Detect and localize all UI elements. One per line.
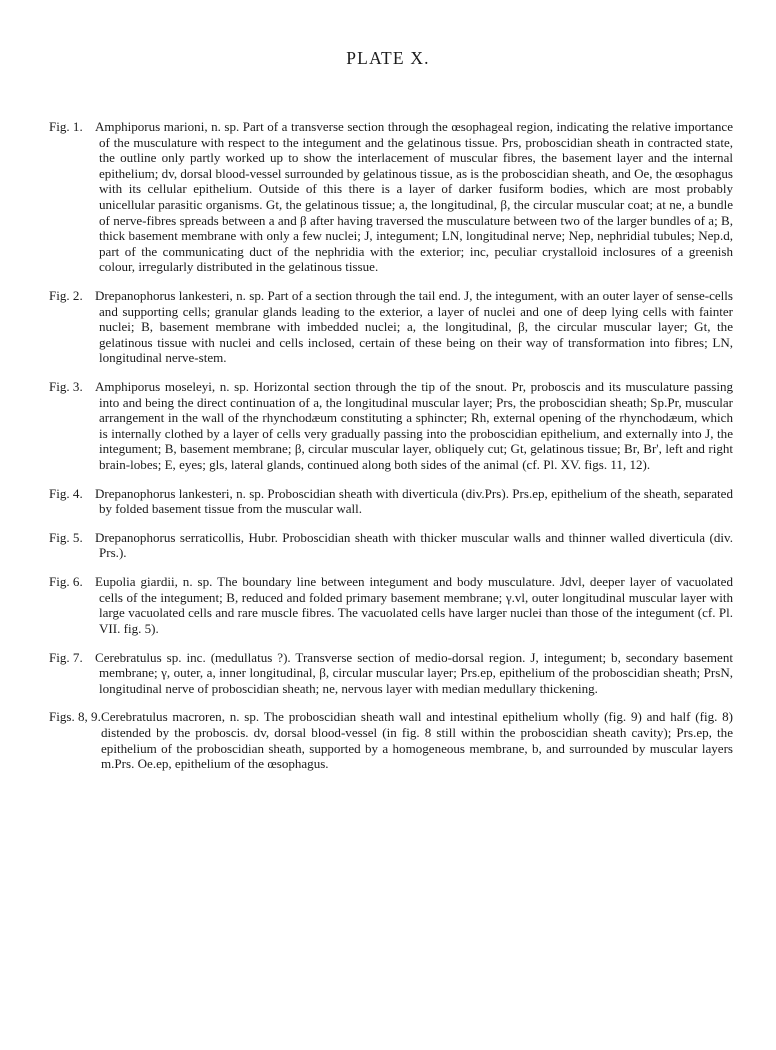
figure-text: Drepanophorus serraticollis, Hubr. Proboscidian sheath with thicker muscular walls and thinner walled diverticula (div. Prs.). — [95, 529, 733, 561]
figure-caption-1 — [49, 119, 733, 275]
page-title: PLATE X. — [346, 48, 430, 68]
figure-text: Cerebratulus sp. inc. (medullatus ?). Transverse section of medio-dorsal region. J, integument; b, secondary basement membrane; γ, outer, a, inner longitudinal, β, circular muscular layer; Prs.ep, epithelium of the proboscidian sheath; PrsN, longitudinal nerve of proboscidian sheath; ne, nervous layer with median medullary thickening. — [95, 649, 733, 696]
figure-caption-4 — [49, 486, 733, 517]
figure-label: Fig. 6. — [49, 574, 83, 590]
figure-caption-5 — [49, 530, 733, 561]
figure-text: Eupolia giardii, n. sp. The boundary line between integument and body musculature. Jdvl, deeper layer of vacuolated cells of the integument; B, reduced and folded primary basement membrane; γ.vl, outer longitudinal muscular layer with large vacuolated cells and rare muscle fibres. The vacuolated cells have larger nuclei than those of the integument (cf. Pl. VII. fig. 5). — [95, 574, 733, 636]
figure-caption-8-9 — [49, 709, 733, 771]
figure-label: Figs. 8, 9. — [49, 709, 101, 725]
figure-text: Cerebratulus macroren, n. sp. The proboscidian sheath wall and intestinal epithelium wholly (fig. 9) and half (fig. 8) distended by the proboscis. dv, dorsal blood-vessel (in fig. 8 still within the proboscidian sheath cavity); Prs.ep, the epithelium of the proboscidian sheath, supported by a homogeneous membrane, b, and surrounded by muscular layers m.Prs. Oe.ep, epithelium of the œsophagus. — [101, 709, 733, 772]
figure-caption-6 — [49, 574, 733, 636]
figure-text: Drepanophorus lankesteri, n. sp. Proboscidian sheath with diverticula (div.Prs). Prs.ep, epithelium of the sheath, separated by folded basement tissue from the muscular wall. — [95, 485, 733, 517]
figure-captions — [49, 106, 733, 785]
figure-label: Fig. 1. — [49, 119, 83, 135]
figure-caption-2 — [49, 288, 733, 366]
figure-text: Drepanophorus lankesteri, n. sp. Part of a section through the tail end. J, the integument, with an outer layer of sense-cells and supporting cells; granular glands leading to the exterior, a layer of nuclei and one of deep lying cells with fainter nuclei; B, basement membrane with imbedded nuclei; a, the longitudinal, β, the circular muscular layer; Gt, the gelatinous tissue with nuclei and cells inclosed, certain of these being on their way of transformation into fibres; LN, longitudinal nerve-stem. — [95, 288, 733, 366]
figure-label: Fig. 7. — [49, 649, 83, 665]
figure-text: Amphiporus moseleyi, n. sp. Horizontal section through the tip of the snout. Pr, proboscis and its musculature passing into and being the direct continuation of a, the longitudinal muscular layer; Prs, the proboscidian sheath; Sp.Pr, muscular arrangement in the wall of the rhynchodæum constituting a sphincter; Rh, external opening of the rhynchodæum, which is internally clothed by a layer of cells very gradually passing into the proboscidian epithelium, and externally into J, the integument; B, basement membrane; β, circular muscular layer, obliquely cut; Gt, gelatinous tissue; Br, Br', left and right brain-lobes; E, eyes; gls, lateral glands, continued along both sides of the animal (cf. Pl. XV. figs. 11, 12). — [95, 379, 733, 473]
figure-caption-7 — [49, 650, 733, 697]
figure-label: Fig. 5. — [49, 529, 83, 545]
figure-caption-3 — [49, 379, 733, 473]
figure-text: Amphiporus marioni, n. sp. Part of a transverse section through the œsophageal region, indicating the relative importance of the musculature with respect to the integument and the gelatinous tissue. Prs, proboscidian sheath in contracted state, the outline only partly worked up to show the interlacement of muscular fibres, the basement layer and the internal epithelium; dv, dorsal blood-vessel surrounded by gelatinous tissue, as is the proboscidian sheath, and Oe, the œsophagus with its cellular epithelium. Outside of this there is a layer of darker fusiform bodies, which are most probably unicellular parasitic organisms. Gt, the gelatinous tissue; a, the longitudinal, β, the circular muscular coat; at ne, a bundle of nerve-fibres spreads between a and β after having traversed the musculature between two of the larger bundles of a; B, thick basement membrane with only a few nuclei; J, integument; LN, longitudinal nerve; Nep, nephridial tubules; Nep.d, part of the communicating duct of the nephridia with the exterior; inc, peculiar crystalloid inclosures of a greenish colour, irregularly distributed in the gelatinous tissue. — [95, 119, 733, 275]
figure-label: Fig. 3. — [49, 379, 83, 395]
figure-label: Fig. 2. — [49, 288, 83, 304]
figure-label: Fig. 4. — [49, 485, 83, 501]
